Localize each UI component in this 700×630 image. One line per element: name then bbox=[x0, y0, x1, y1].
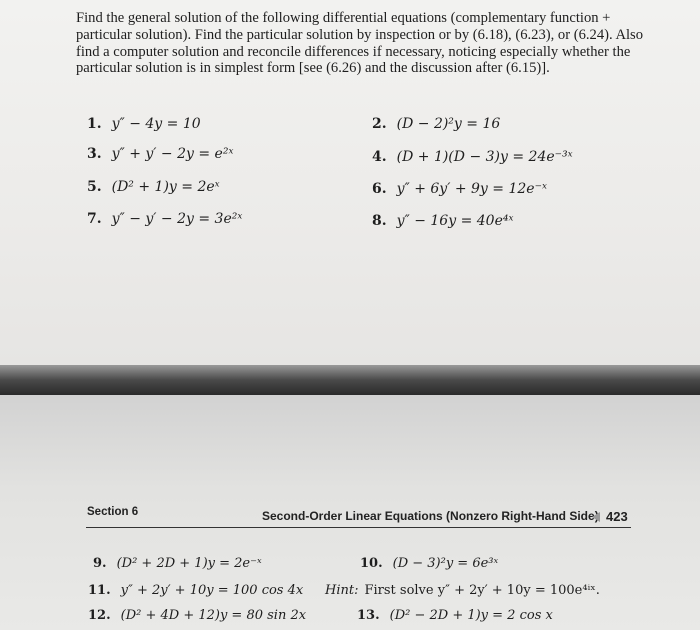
problem-number: 13. bbox=[357, 608, 380, 623]
header-rule bbox=[86, 527, 631, 528]
problem-12 bbox=[88, 608, 306, 623]
problem-10 bbox=[360, 556, 498, 571]
problem-9 bbox=[93, 556, 262, 571]
problem-number: 11. bbox=[88, 583, 111, 598]
problem-equation: (D² + 2D + 1)y = 2e⁻ˣ bbox=[116, 556, 262, 571]
chapter-title: Second-Order Linear Equations (Nonzero Right-Hand Side) bbox=[262, 509, 599, 523]
problem-equation: (D − 2)²y = 16 bbox=[396, 116, 501, 132]
section-label: Section 6 bbox=[87, 506, 139, 518]
problem-number: 12. bbox=[88, 608, 111, 623]
problem-equation: y″ + y′ − 2y = e²ˣ bbox=[111, 146, 234, 162]
problem-2 bbox=[372, 116, 500, 132]
problem-number: 10. bbox=[360, 556, 383, 571]
problem-number: 4. bbox=[372, 149, 387, 165]
problem-equation: (D² + 4D + 12)y = 80 sin 2x bbox=[120, 608, 307, 623]
problem-number: 3. bbox=[87, 146, 102, 162]
problem-number: 8. bbox=[372, 213, 387, 229]
problem-equation: (D + 1)(D − 3)y = 24e⁻³ˣ bbox=[396, 149, 573, 165]
problem-number: 1. bbox=[87, 116, 102, 132]
instructions-paragraph: Find the general solution of the following differential equations (complementary function + particular solution). Find the particular solution by inspection or by (6.18), (6.23), or (6.24). Also find a computer solution and reconcile differences if necessary, noticing especially whether the particular solution is in simplest form [see (6.26) and the discussion after (6.15)]. bbox=[76, 10, 644, 77]
problem-1 bbox=[87, 116, 201, 132]
problem-equation: (D² + 1)y = 2eˣ bbox=[111, 179, 220, 195]
problem-equation: y″ − 16y = 40e⁴ˣ bbox=[396, 213, 514, 229]
problem-equation: (D² − 2D + 1)y = 2 cos x bbox=[389, 608, 553, 623]
problem-11 bbox=[88, 583, 303, 598]
hint-label: Hint: bbox=[325, 583, 359, 598]
problem-number: 2. bbox=[372, 116, 387, 132]
problem-13 bbox=[357, 608, 553, 623]
problem-8 bbox=[372, 213, 513, 229]
problem-number: 9. bbox=[93, 556, 107, 571]
problem-number: 5. bbox=[87, 179, 102, 195]
problem-equation: y″ + 6y′ + 9y = 12e⁻ˣ bbox=[396, 181, 547, 197]
problem-equation: y″ + 2y′ + 10y = 100 cos 4x bbox=[120, 583, 304, 598]
problem-7 bbox=[87, 211, 242, 227]
problem-equation: y″ − 4y = 10 bbox=[111, 116, 201, 132]
problem-4 bbox=[372, 149, 573, 165]
problem-number: 7. bbox=[87, 211, 102, 227]
hint-text: First solve y″ + 2y′ + 10y = 100e⁴ⁱˣ. bbox=[364, 583, 600, 598]
problem-number: 6. bbox=[372, 181, 387, 197]
problem-5 bbox=[87, 179, 220, 195]
problem-11-hint bbox=[325, 583, 600, 598]
problem-6 bbox=[372, 181, 547, 197]
problem-3 bbox=[87, 146, 233, 162]
page-number: 423 bbox=[606, 509, 628, 524]
problem-equation: (D − 3)²y = 6e³ˣ bbox=[392, 556, 499, 571]
problem-equation: y″ − y′ − 2y = 3e²ˣ bbox=[111, 211, 243, 227]
page-gap-shadow bbox=[0, 365, 700, 395]
triangle-marker-icon bbox=[592, 512, 600, 522]
